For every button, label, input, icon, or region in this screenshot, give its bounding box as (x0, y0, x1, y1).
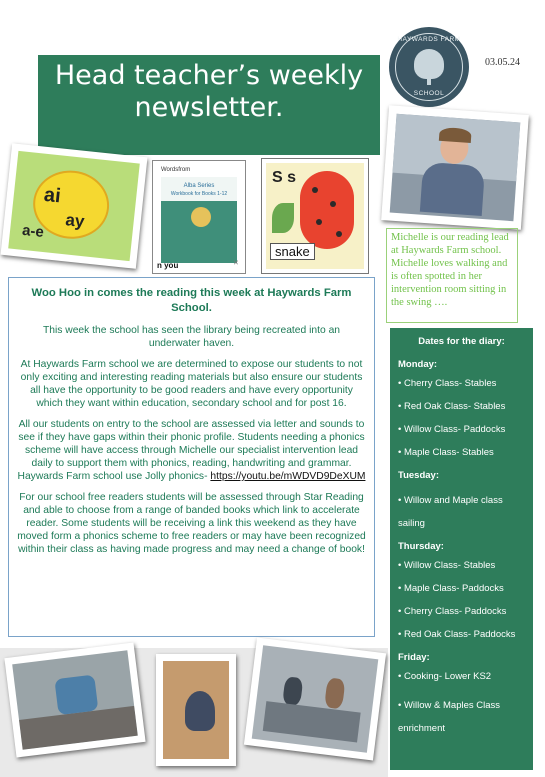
photo-person (324, 677, 346, 709)
diary-day-friday: Friday: (398, 652, 430, 663)
photo-person (282, 676, 303, 706)
photo-table (263, 701, 361, 742)
diary-item: • Cherry Class- Stables (398, 378, 497, 389)
article-paragraph-1: This week the school has seen the library being recreated into an underwater haven. (42, 325, 341, 349)
logo-name-bottom: SCHOOL (413, 90, 445, 97)
snake-spot (336, 231, 342, 237)
article-paragraph-3-text: All our students on entry to the school are assessed via letter and sounds to see if they have gaps within their phonic profile. Students needing a phonics scheme will have access through Michelle our specialist intervention lead daily to support them with phonics, reading, handwriting and grammar. Haywards Farm school use Jolly phonics- (17, 419, 365, 482)
reading-article (8, 277, 375, 637)
diary-item: • Willow Class- Stables (398, 560, 496, 571)
school-logo (389, 27, 469, 107)
photo-person (185, 691, 215, 731)
reading-lead-photo (381, 105, 529, 229)
newsletter-date: 03.05.24 (485, 57, 520, 68)
diary-item: • Red Oak Class- Paddocks (398, 629, 516, 640)
workbook-series: Alba Series (183, 183, 215, 189)
diary-item: • Willow Class- Paddocks (398, 424, 506, 435)
diary-item: • Willow and Maple class sailing (398, 495, 503, 529)
newsletter-title-line-1: Head teacher’s weekly (54, 60, 364, 91)
diary-item: • Cooking- Lower KS2 (398, 671, 492, 682)
workbook-caption: n you (157, 261, 179, 270)
phonics-word-1: ai (42, 183, 62, 208)
tree-trunk-icon (427, 75, 431, 85)
sun-icon (191, 207, 211, 227)
workbook-cover (161, 177, 237, 263)
reading-lead-caption: Michelle is our reading lead at Haywards Farm school. Michelle loves walking and is often spotted in her intervention room sitting in the swing …. (386, 228, 518, 323)
workbook-publisher: Wordsfrom (161, 167, 191, 173)
diary-day-tuesday: Tuesday: (398, 470, 440, 481)
phonics-card-art (8, 151, 140, 261)
photo-furniture (54, 674, 98, 715)
leaf-illustration (272, 203, 294, 233)
snake-card-art (266, 163, 364, 269)
diary-item: • Red Oak Class- Stables (398, 401, 506, 412)
article-paragraph-2: At Haywards Farm school we are determined to expose our students to not only exciting and interesting reading materials but also ensure our students all have the opportunity to be good readers and have every opportunity which they want within education, secondary school and for post 16. (20, 359, 363, 409)
diary-item: • Maple Class- Stables (398, 447, 494, 458)
workbook-subtitle: Workbook for Books 1-12 (170, 191, 228, 197)
snake-card-word: snake (270, 243, 315, 260)
library-photo-2 (156, 654, 236, 766)
close-icon: ✕ (233, 260, 239, 267)
article-paragraph-4: For our school free readers students will be assessed through Star Reading and able to choose from a range of banded books which link to accelerate reader. Some students will be receiving a link this weekend as they have moved form a phonics scheme to free readers or may have been recognized within their class as having made progress and may need a change of book! (17, 492, 366, 555)
newsletter-title-line-2: newsletter. (134, 92, 284, 123)
reading-lead-photo-content (390, 114, 521, 221)
person-torso (420, 162, 485, 216)
snake-card-image (261, 158, 369, 274)
phonics-word-2: ay (64, 210, 86, 232)
diary-day-monday: Monday: (398, 359, 438, 370)
library-photo-2-content (163, 661, 229, 759)
diary-item: • Cherry Class- Paddocks (398, 606, 507, 617)
snake-card-letters: S s (272, 169, 297, 186)
diary-panel (390, 328, 533, 770)
library-photo-1 (4, 642, 145, 757)
jolly-phonics-link[interactable]: https://youtu.be/mWDVD9DeXUM (210, 471, 366, 482)
article-heading: Woo Hoo in comes the reading this week at Haywards Farm School. (31, 287, 352, 314)
logo-name-top: HAYWARDS FARM (397, 36, 461, 43)
library-photo-1-content (12, 650, 138, 749)
phonics-word-3: a-e (21, 221, 45, 241)
diary-item: • Willow & Maples Class enrichment (398, 700, 501, 734)
diary-day-thursday: Thursday: (398, 541, 444, 552)
diary-item: • Maple Class- Paddocks (398, 583, 504, 594)
snake-spot (330, 201, 336, 207)
snake-spot (312, 187, 318, 193)
workbook-image (152, 160, 246, 274)
diary-title: Dates for the diary: (418, 336, 505, 347)
snake-spot (316, 219, 322, 225)
library-photo-3 (244, 637, 386, 760)
article-paragraph-3 (17, 418, 366, 483)
phonics-card-image (1, 143, 148, 269)
newsletter-title-banner (38, 55, 380, 155)
library-photo-3-content (252, 645, 379, 752)
snake-illustration (300, 171, 354, 249)
